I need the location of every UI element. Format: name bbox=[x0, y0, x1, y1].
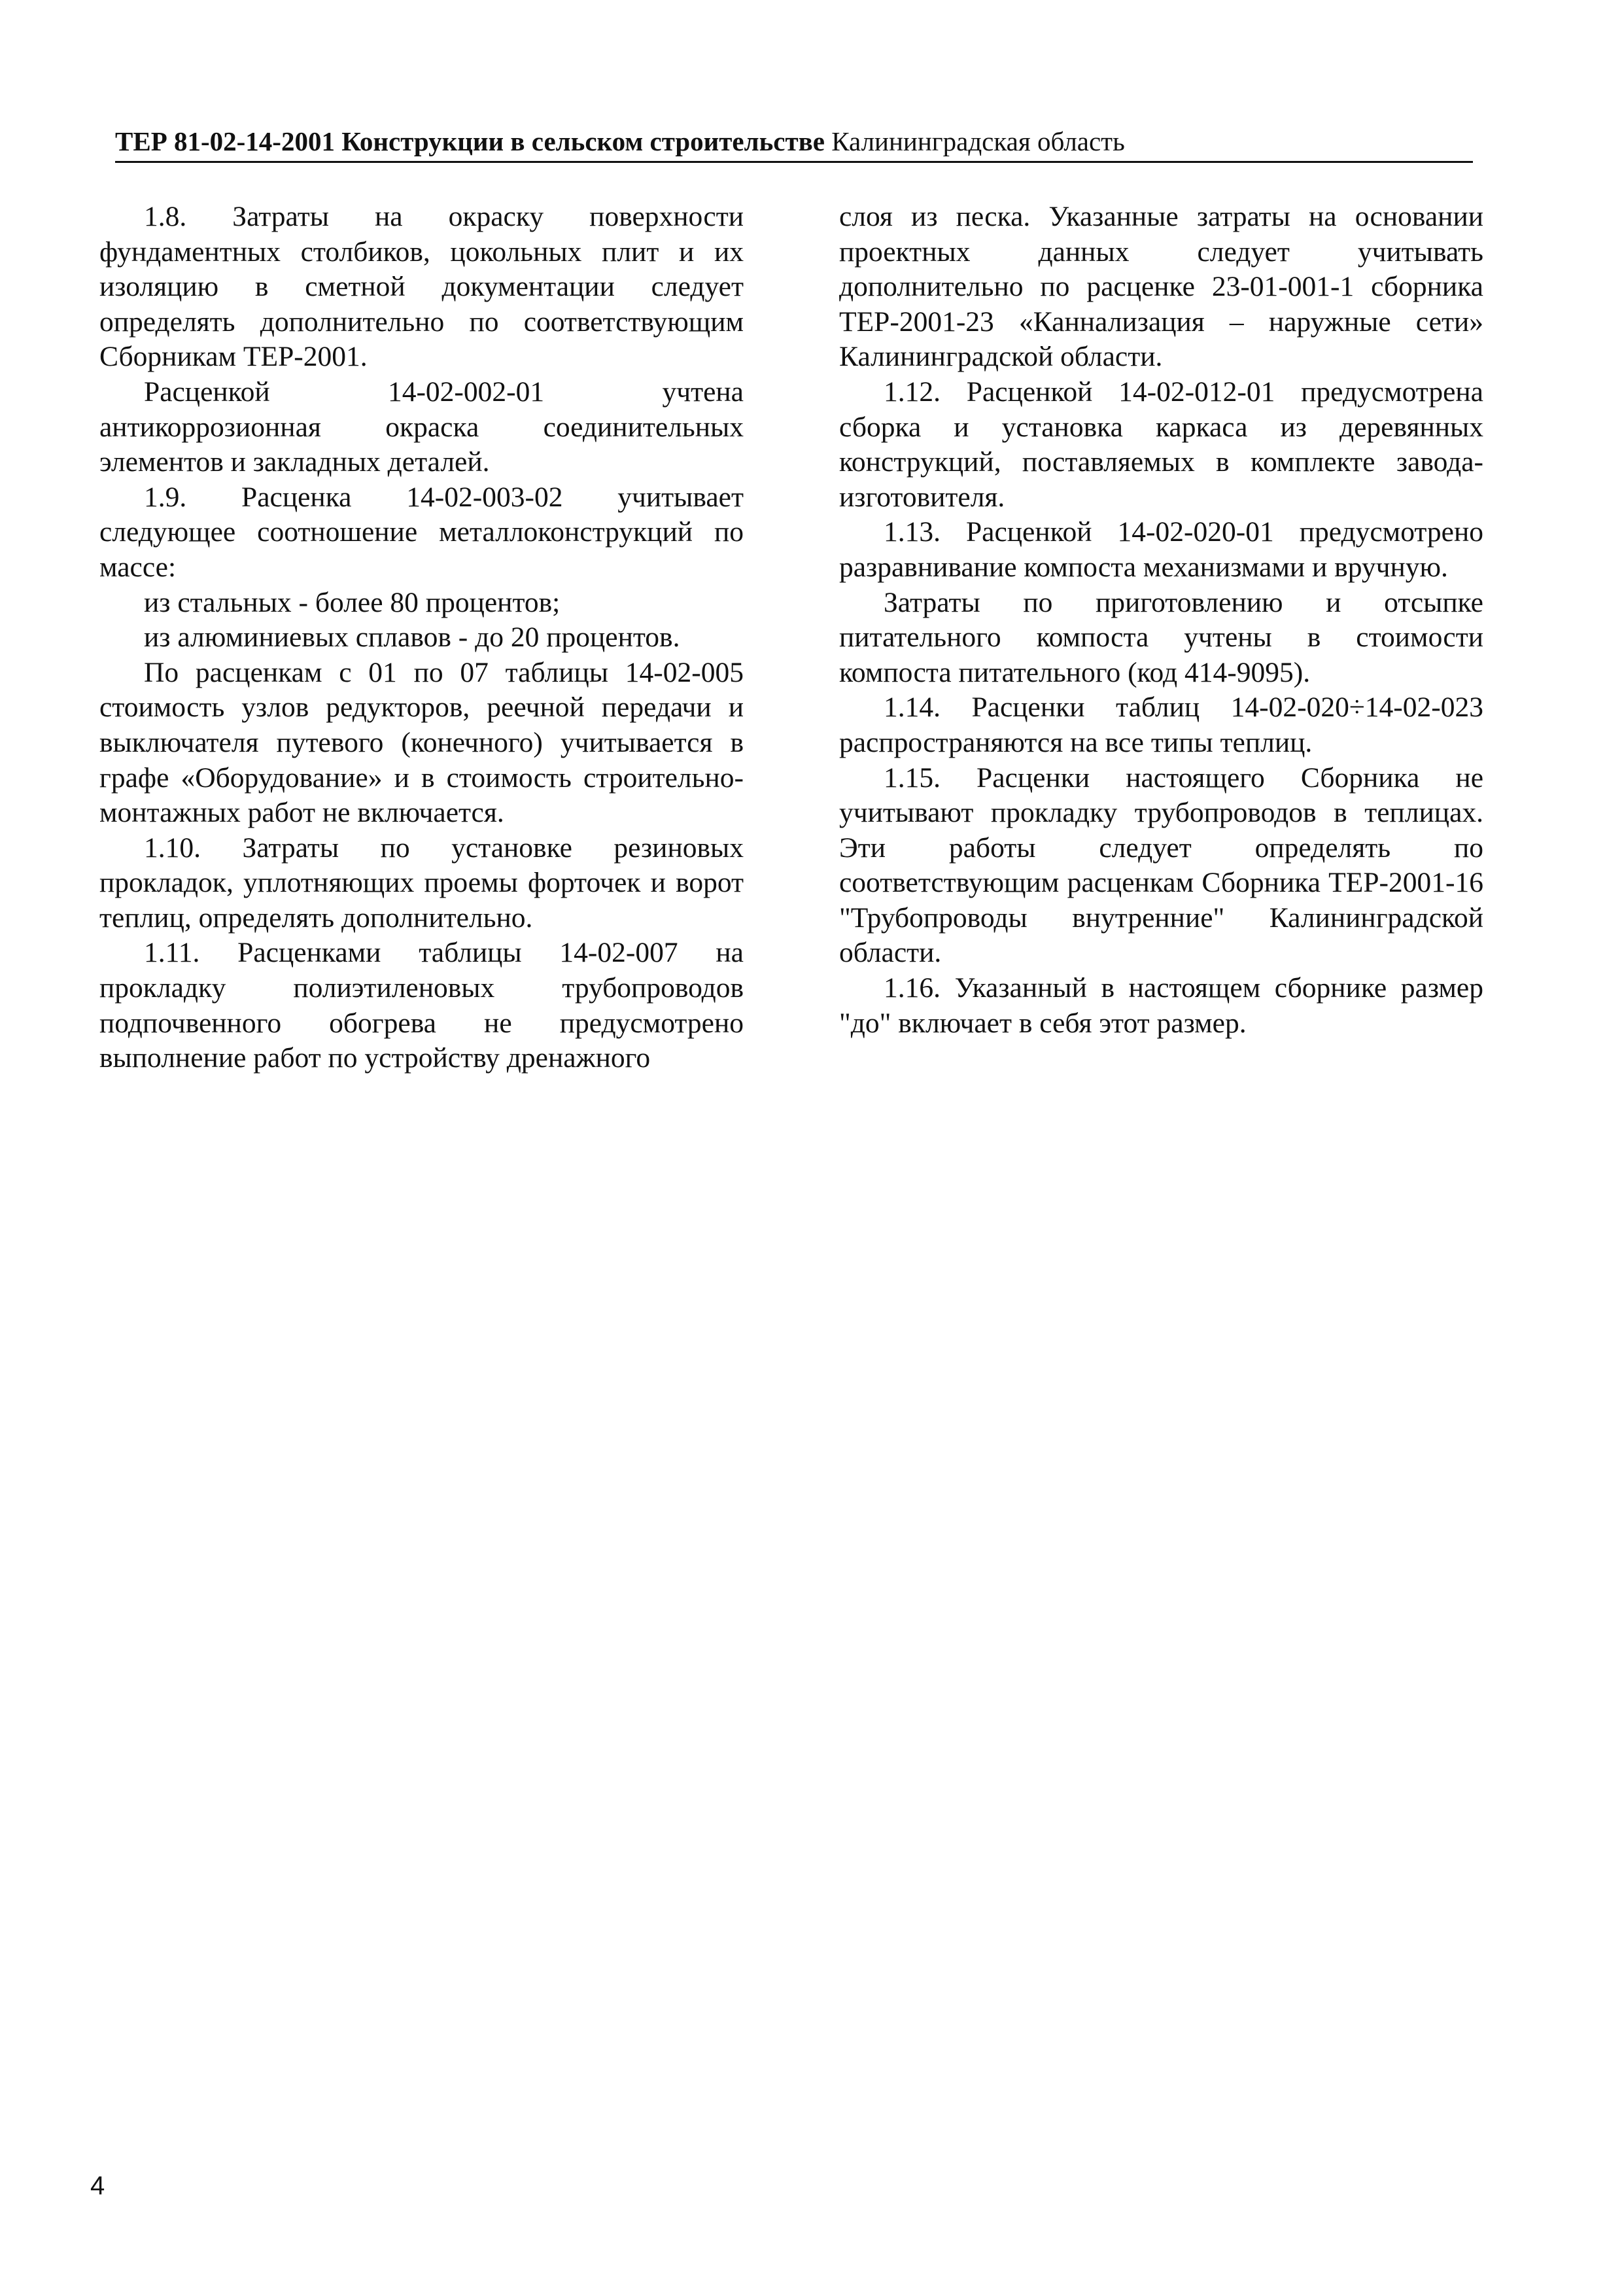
paragraph-1-11-continued: слоя из песка. Указанные затраты на основании проектных данных следует учитывать дополнительно по расценке 23-01-001-1 сборника ТЕР-2001-23 «Каннализация – наружные сети» Калининградской области. bbox=[839, 201, 1483, 373]
paragraph-1-11: 1.11. Расценками таблицы 14-02-007 на прокладку полиэтиленовых трубопроводов подпочвенного обогрева не предусмотрено выполнение работ по устройству дренажного bbox=[99, 937, 744, 1074]
paragraph-1-14: 1.14. Расценки таблиц 14-02-020÷14-02-023 распространяются на все типы теплиц. bbox=[839, 692, 1483, 758]
paragraph-1-16: 1.16. Указанный в настоящем сборнике размер "до" включает в себя этот размер. bbox=[839, 972, 1483, 1039]
page-header bbox=[115, 124, 1473, 158]
region-name: Калининградская область bbox=[831, 126, 1125, 156]
paragraph-1-13: 1.13. Расценкой 14-02-020-01 предусмотрено разравнивание компоста механизмами и вручную. bbox=[839, 516, 1483, 583]
paragraph-1-9: 1.9. Расценка 14-02-003-02 учитывает следующее соотношение металлоконструкций по массе: bbox=[99, 481, 744, 583]
header-divider bbox=[115, 161, 1473, 163]
left-text-column bbox=[99, 200, 744, 1076]
paragraph-1-10: 1.10. Затраты по установке резиновых прокладок, уплотняющих проемы форточек и ворот теплиц, определять дополнительно. bbox=[99, 832, 744, 934]
paragraph-1-12: 1.12. Расценкой 14-02-012-01 предусмотрена сборка и установка каркаса из деревянных конструкций, поставляемых в комплекте завода-изготовителя. bbox=[839, 376, 1483, 513]
paragraph-table-005: По расценкам с 01 по 07 таблицы 14-02-005 стоимость узлов редукторов, реечной передачи и выключателя путевого (конечного) учитывается в графе «Оборудование» и в стоимость строительно-монтажных работ не включается. bbox=[99, 656, 744, 829]
paragraph-1-15: 1.15. Расценки настоящего Сборника не учитывают прокладку трубопроводов в теплицах. Эти работы следует определять по соответствующим расценкам Сборника ТЕР-2001-16 "Трубопроводы внутренние" Калининградской области. bbox=[839, 762, 1483, 969]
paragraph-anticorrosion: Расценкой 14-02-002-01 учтена антикоррозионная окраска соединительных элементов и закладных деталей. bbox=[99, 376, 744, 478]
paragraph-compost-costs: Затраты по приготовлению и отсыпке питательного компоста учтены в стоимости компоста питательного (код 414-9095). bbox=[839, 586, 1483, 688]
paragraph-1-8: 1.8. Затраты на окраску поверхности фундаментных столбиков, цокольных плит и их изоляцию в сметной документации следует определять дополнительно по соответствующим Сборникам ТЕР-2001. bbox=[99, 201, 744, 373]
right-text-column bbox=[839, 200, 1483, 1041]
document-code-title: ТЕР 81-02-14-2001 Конструкции в сельском строительстве bbox=[115, 126, 825, 156]
list-item-aluminium: из алюминиевых сплавов - до 20 процентов. bbox=[144, 622, 680, 654]
list-item-steel: из стальных - более 80 процентов; bbox=[144, 586, 561, 618]
page-number: 4 bbox=[90, 2171, 105, 2200]
